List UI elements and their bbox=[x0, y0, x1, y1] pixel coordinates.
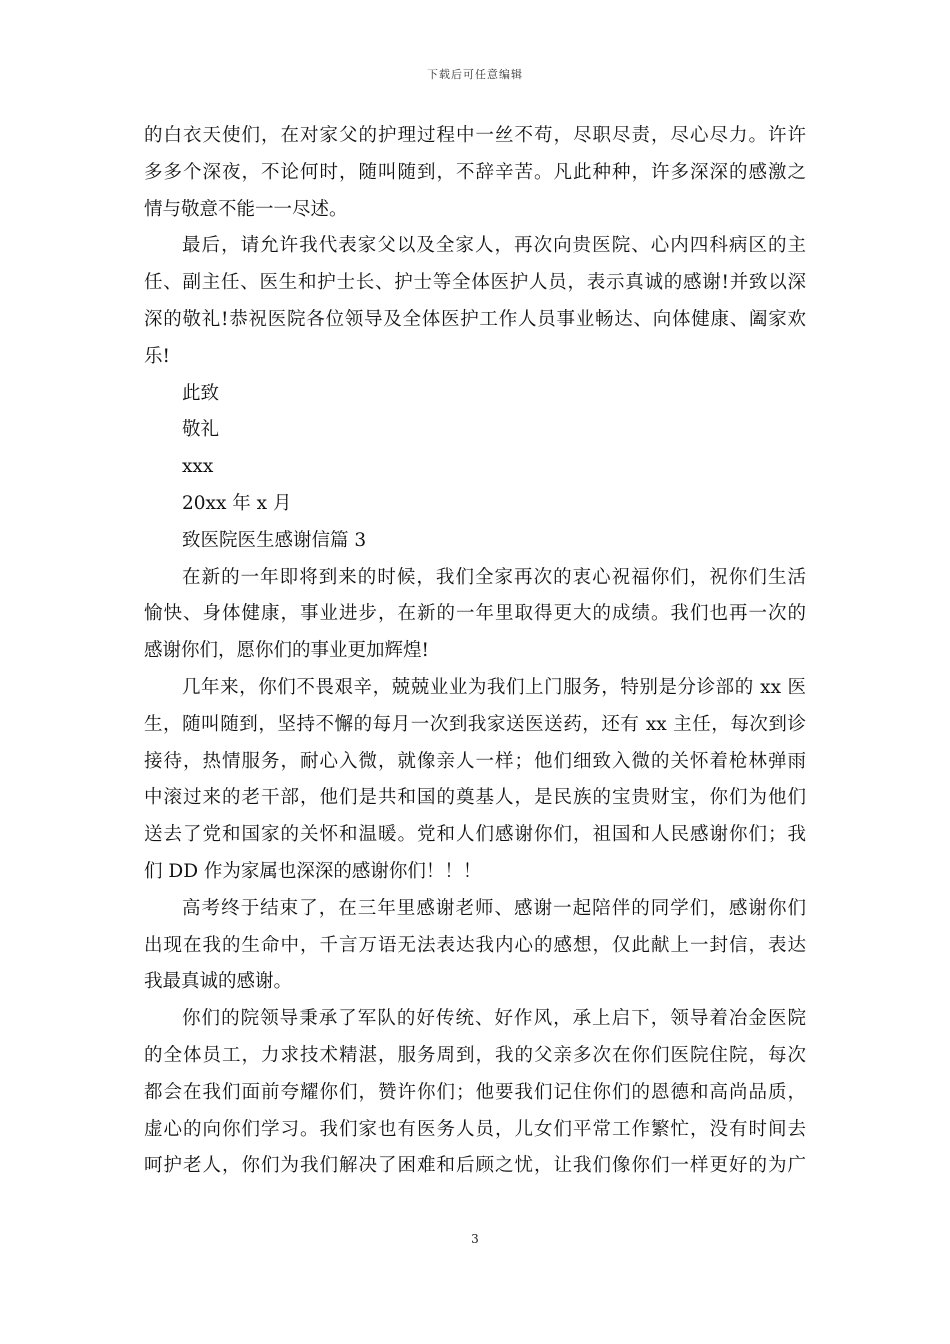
paragraph-line: 的白衣天使们，在对家父的护理过程中一丝不苟，尽职尽责，尽心尽力。许许 bbox=[144, 125, 806, 146]
paragraph-line: 乐! bbox=[144, 345, 170, 367]
paragraph-line: 出现在我的生命中，千言万语无法表达我内心的感想，仅此献上一封信，表达 bbox=[144, 934, 806, 956]
paragraph-line: 我最真诚的感谢。 bbox=[144, 971, 293, 993]
signature-date: 20xx 年 x 月 bbox=[182, 492, 292, 514]
paragraph-line: 都会在我们面前夸耀你们，赞许你们；他要我们记住你们的恩德和高尚品质， bbox=[144, 1081, 806, 1103]
page-number: 3 bbox=[471, 1232, 479, 1246]
paragraph-line: 们 DD 作为家属也深深的感谢你们！！！ bbox=[144, 860, 482, 882]
paragraph-line: 送去了党和国家的关怀和温暖。党和人们感谢你们，祖国和人民感谢你们；我 bbox=[144, 824, 806, 846]
paragraph-line: 任、副主任、医生和护士长、护士等全体医护人员，表示真诚的感谢!并致以深 bbox=[144, 272, 806, 294]
paragraph-line: 虚心的向你们学习。我们家也有医务人员，儿女们平常工作繁忙，没有时间去 bbox=[144, 1118, 806, 1140]
signature-name: xxx bbox=[182, 456, 214, 478]
paragraph-line: 接待，热情服务，耐心入微，就像亲人一样；他们细致入微的关怀着枪林弹雨 bbox=[144, 750, 806, 772]
paragraph-line: 几年来，你们不畏艰辛，兢兢业业为我们上门服务，特别是分诊部的 xx 医 bbox=[182, 676, 806, 698]
paragraph-line: 在新的一年即将到来的时候，我们全家再次的衷心祝福你们，祝你们生活 bbox=[182, 566, 806, 588]
paragraph-line: 感谢你们，愿你们的事业更加辉煌! bbox=[144, 640, 429, 662]
paragraph-line: 生，随叫随到，坚持不懈的每月一次到我家送医送药，还有 xx 主任，每次到诊 bbox=[144, 713, 806, 735]
closing-salutation: 此致 bbox=[182, 382, 220, 404]
header-note: 下载后可任意编辑 bbox=[427, 68, 523, 81]
paragraph-line: 呵护老人，你们为我们解决了困难和后顾之忧，让我们像你们一样更好的为广 bbox=[144, 1155, 806, 1177]
paragraph-line: 的全体员工，力求技术精湛，服务周到，我的父亲多次在你们医院住院，每次 bbox=[144, 1044, 806, 1066]
paragraph-line: 你们的院领导秉承了军队的好传统、好作风，承上启下，领导着冶金医院 bbox=[182, 1008, 806, 1030]
document-body bbox=[144, 118, 806, 1185]
paragraph-line: 中滚过来的老干部，他们是共和国的奠基人，是民族的宝贵财宝，你们为他们 bbox=[144, 787, 806, 809]
paragraph-line: 情与敬意不能一一尽述。 bbox=[144, 198, 348, 220]
paragraph-line: 高考终于结束了，在三年里感谢老师、感谢一起陪伴的同学们，感谢你们 bbox=[182, 897, 806, 919]
paragraph-line: 深的敬礼!恭祝医院各位领导及全体医护工作人员事业畅达、向体健康、阖家欢 bbox=[144, 308, 806, 330]
paragraph-line: 愉快、身体健康，事业进步，在新的一年里取得更大的成绩。我们也再一次的 bbox=[144, 603, 806, 625]
section-heading: 致医院医生感谢信篇 3 bbox=[182, 529, 367, 551]
paragraph-line: 最后，请允许我代表家父以及全家人，再次向贵医院、心内四科病区的主 bbox=[182, 235, 806, 257]
closing-regards: 敬礼 bbox=[182, 419, 220, 441]
paragraph-line: 多多个深夜，不论何时，随叫随到，不辞辛苦。凡此种种，许多深深的感激之 bbox=[144, 161, 806, 183]
